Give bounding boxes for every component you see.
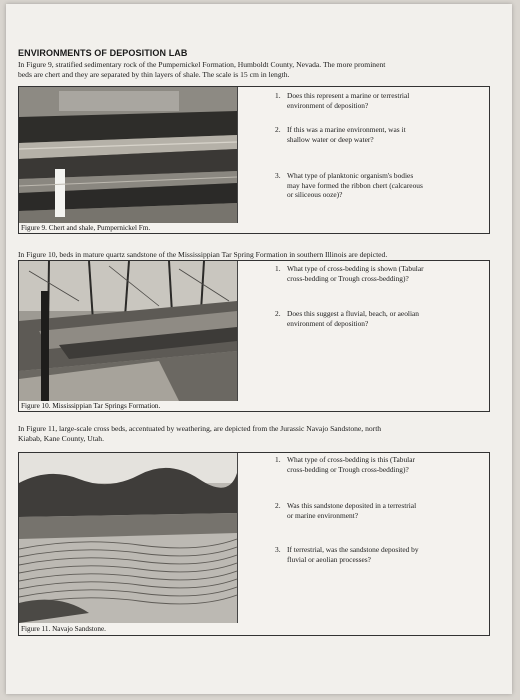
- section2-question-1: [275, 264, 424, 283]
- figure9-photo: [19, 87, 238, 223]
- question-text-line: If terrestrial, was the sandstone deposited by: [287, 545, 419, 554]
- figure9-caption: Figure 9. Chert and shale, Pumpernickel Fm.: [21, 224, 151, 232]
- question-number: 1.: [275, 91, 281, 100]
- figure9-box: [18, 86, 490, 234]
- question-text-line: may have formed the ribbon chert (calcareous: [287, 180, 423, 190]
- section2-intro-line1: In Figure 10, beds in mature quartz sandstone of the Mississippian Tar Spring Formation in southern Illinois are depicted.: [18, 250, 388, 259]
- section1-intro-line1: In Figure 9, stratified sedimentary rock of the Pumpernickel Formation, Humboldt County, Nevada. The more prominent: [18, 60, 386, 69]
- question-text-line: or marine environment?: [287, 510, 359, 520]
- question-number: 2.: [275, 125, 281, 134]
- question-text-line: environment of deposition?: [287, 318, 369, 328]
- lab-title: ENVIRONMENTS OF DEPOSITION LAB: [18, 48, 188, 58]
- section3-intro-line2: Kiabab, Kane County, Utah.: [18, 434, 104, 443]
- question-text-line: shallow water or deep water?: [287, 134, 374, 144]
- question-text-line: fluvial or aeolian processes?: [287, 554, 371, 564]
- question-number: 1.: [275, 264, 281, 273]
- figure10-photo: [19, 261, 238, 401]
- question-text-line: If this was a marine environment, was it: [287, 125, 406, 134]
- section2-question-2: [275, 309, 419, 328]
- question-number: 3.: [275, 171, 281, 180]
- section3-question-1: [275, 455, 415, 474]
- question-text-line: Does this suggest a fluvial, beach, or aeolian: [287, 309, 419, 318]
- figure11-photo: [19, 453, 238, 623]
- section2-intro: [18, 250, 488, 260]
- section1-question-3: [275, 171, 423, 200]
- question-text-line: cross-bedding or Trough cross-bedding)?: [287, 273, 409, 283]
- question-number: 1.: [275, 455, 281, 464]
- section1-question-1: [275, 91, 409, 110]
- question-text-line: cross-bedding or Trough cross-bedding)?: [287, 464, 409, 474]
- question-text-line: What type of cross-bedding is this (Tabular: [287, 455, 415, 464]
- question-number: 2.: [275, 309, 281, 318]
- figure10-caption: Figure 10. Mississippian Tar Springs Formation.: [21, 402, 161, 410]
- section3-intro: [18, 424, 488, 444]
- figure10-box: [18, 260, 490, 412]
- figure11-box: [18, 452, 490, 636]
- section1-intro-line2: beds are chert and they are separated by thin layers of shale. The scale is 15 cm in length.: [18, 70, 290, 79]
- section3-question-2: [275, 501, 416, 520]
- figure11-caption: Figure 11. Navajo Sandstone.: [21, 625, 106, 633]
- question-text-line: environment of deposition?: [287, 100, 369, 110]
- question-text-line: What type of planktonic organism's bodies: [287, 171, 414, 180]
- question-number: 3.: [275, 545, 281, 554]
- section3-question-3: [275, 545, 419, 564]
- section1-intro: [18, 60, 488, 80]
- question-text-line: Was this sandstone deposited in a terrestrial: [287, 501, 417, 510]
- section1-question-2: [275, 125, 406, 144]
- question-number: 2.: [275, 501, 281, 510]
- question-text-line: Does this represent a marine or terrestrial: [287, 91, 410, 100]
- question-text-line: or siliceous ooze)?: [287, 190, 343, 199]
- question-text-line: What type of cross-bedding is shown (Tabular: [287, 264, 424, 273]
- section3-intro-line1: In Figure 11, large-scale cross beds, accentuated by weathering, are depicted from the Jurassic Navajo Sandstone, north: [18, 424, 382, 433]
